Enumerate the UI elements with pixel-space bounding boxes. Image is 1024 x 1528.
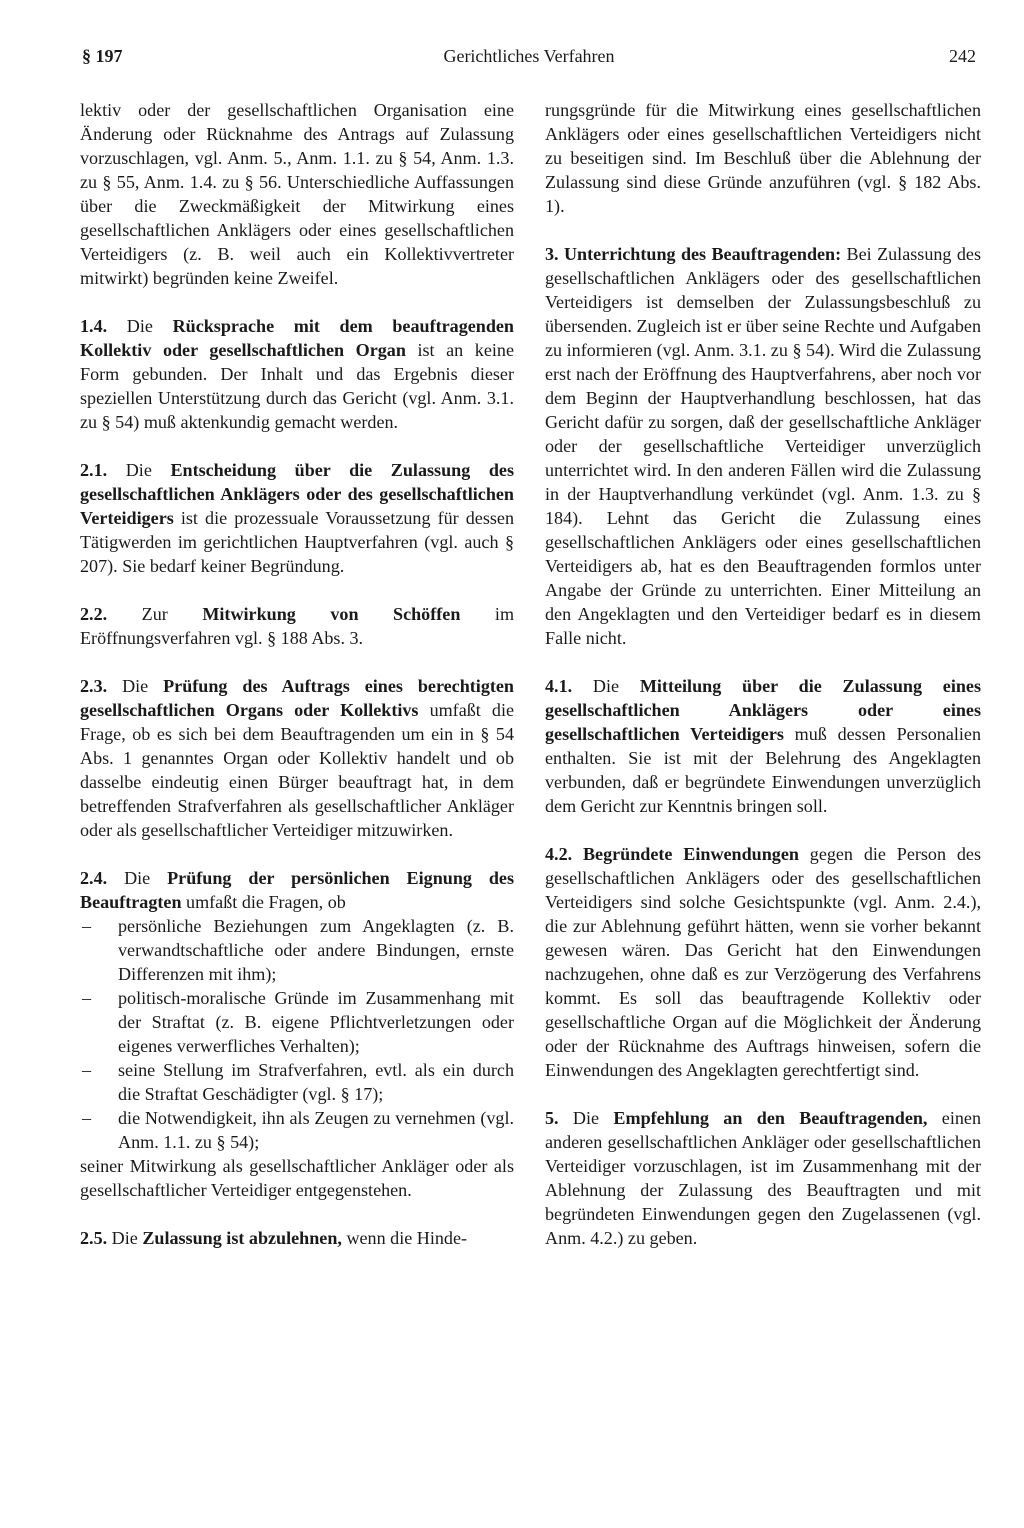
- paragraph-text: Die: [107, 316, 173, 336]
- dash-list: [80, 914, 514, 1154]
- paragraph-text: ist die prozessuale Voraussetzung für dessen Tätigwerden im gerichtlichen Hauptverfahren (vgl. auch § 207). Sie bedarf keiner Begründung.: [80, 508, 514, 576]
- paragraph-number: 2.1.: [80, 460, 108, 480]
- paragraph-text: ist an keine Form gebunden. Der Inhalt und das Ergebnis dieser speziellen Unterstützung durch das Gericht (vgl. Anm. 3.1. zu § 54) muß aktenkundig gemacht werden.: [80, 340, 514, 432]
- running-title: Gerichtliches Verfahren: [443, 46, 615, 66]
- paragraph-text: Die: [572, 676, 640, 696]
- paragraph-2-2: [80, 602, 514, 650]
- paragraph-text: muß dessen Personalien enthalten. Sie ist mit der Belehrung des Angeklagten verbunden, daß er begründete Einwendungen unverzüglich dem Gericht zur Kenntnis bringen soll.: [545, 724, 981, 816]
- paragraph-heading: Entscheidung über die Zulassung des gesellschaftlichen Anklägers oder des gesellschaftlichen Verteidigers: [80, 460, 514, 528]
- paragraph-text: einen anderen gesellschaftlichen Ankläger oder gesellschaftlichen Verteidiger vorzuschlagen, ist im Zusammenhang mit der Ablehnung der Zulassung des Beauftragten und mit begründeten Einwendungen gegen den Zugelassenen (vgl. Anm. 4.2.) zu geben.: [545, 1108, 981, 1248]
- paragraph-number: 2.4.: [80, 868, 108, 888]
- section-number: § 197: [82, 46, 123, 66]
- list-item: – seine Stellung im Strafverfahren, evtl. als ein durch die Straftat Geschädigter (vgl. § 17);: [80, 1058, 514, 1106]
- list-item: – persönliche Beziehungen zum Angeklagten (z. B. verwandtschaftliche oder andere Bindungen, ernste Differenzen mit ihm);: [80, 914, 514, 986]
- list-item: – politisch-moralische Gründe im Zusammenhang mit der Straftat (z. B. eigene Pflichtverletzungen oder eigenes verwerfliches Verhalten);: [80, 986, 514, 1058]
- paragraph-number: 1.4.: [80, 316, 108, 336]
- paragraph-text: Die: [107, 868, 168, 888]
- paragraph-number: 2.5.: [80, 1228, 108, 1248]
- paragraph-text: gegen die Person des gesellschaftlichen Anklägers oder des gesellschaftlichen Verteidigers sind solche Gesichtspunkte (vgl. Anm. 2.4.), die zur Ablehnung geführt hätten, wenn sie vorher bekannt gewesen wären. Das Gericht hat den Einwendungen nachzugehen, ohne daß es zur Verzögerung des Verfahrens kommt. Es soll das beauftragende Kollektiv oder gesellschaftliche Organ auf die Möglichkeit der Änderung oder der Rücknahme des Auftrags hinweisen, sofern die Einwendungen des Angeklagten gerechtfertigt sind.: [545, 844, 981, 1080]
- paragraph-5: [545, 1106, 981, 1250]
- paragraph-heading: Prüfung der persönlichen Eignung des Beauftragten: [80, 868, 514, 912]
- paragraph-number: 3.: [545, 244, 559, 264]
- paragraph-number: 2.2.: [80, 604, 108, 624]
- paragraph-text: wenn die Hinde-: [341, 1228, 468, 1248]
- paragraph-intro: [80, 866, 514, 914]
- paragraph-2-3: [80, 674, 514, 842]
- paragraph-text: umfaßt die Frage, ob es sich bei dem Beauftragenden um ein in § 54 Abs. 1 genanntes Organ oder Kollektiv handelt und ob dasselbe eindeutig einen Bürger beauftragt hat, in dem betreffenden Strafverfahren als gesellschaftlicher Ankläger oder als gesellschaftlicher Verteidiger mitzuwirken.: [80, 700, 514, 840]
- paragraph-number: 2.3.: [80, 676, 108, 696]
- paragraph-heading: Zulassung ist abzulehnen,: [142, 1228, 342, 1248]
- paragraph-continued: lektiv oder der gesellschaftlichen Organisation eine Änderung oder Rücknahme des Antrags auf Zulassung vorzuschlagen, vgl. Anm. 5., Anm. 1.1. zu § 54, Anm. 1.3. zu § 55, Anm. 1.4. zu § 56. Unterschiedliche Auffassungen über die Zweckmäßigkeit der Mitwirkung eines gesellschaftlichen Anklägers oder eines gesellschaftlichen Verteidigers (z. B. weil auch ein Kollektivvertreter mitwirkt) begründen keine Zweifel.: [80, 100, 514, 288]
- paragraph-heading: Empfehlung an den Beauftragenden,: [613, 1108, 928, 1128]
- paragraph-text: Bei Zulassung des gesellschaftlichen Anklägers oder des gesellschaftlichen Verteidigers ist demselben der Zulassungsbeschluß zu übersenden. Zugleich ist er über seine Rechte und Aufgaben zu informieren (vgl. Anm. 3.1. zu § 54). Wird die Zulassung erst nach der Eröffnung des Hauptverfahrens, aber noch vor dem Beginn der Hauptverhandlung beschlossen, hat das Gericht dafür zu sorgen, daß der gesellschaftliche Ankläger oder der gesellschaftliche Verteidiger unverzüglich unterrichtet wird. In den anderen Fällen wird die Zulassung in der Hauptverhandlung verkündet (vgl. Anm. 1.3. zu § 184). Lehnt das Gericht die Zulassung eines gesellschaftlichen Anklägers oder eines gesellschaftlichen Verteidigers ab, hat es den Beauftragenden formlos unter Angabe der Gründe zu unterrichten. Einer Mitteilung an den Angeklagten und den Verteidiger bedarf es in diesem Falle nicht.: [545, 244, 981, 648]
- right-column: [545, 98, 981, 1250]
- paragraph-2-4: [80, 866, 514, 1202]
- paragraph-text: Die: [107, 460, 171, 480]
- paragraph-1-4: [80, 314, 514, 434]
- paragraph-4-1: [545, 674, 981, 818]
- paragraph-conclusion: seiner Mitwirkung als gesellschaftlicher Ankläger oder als gesellschaftlicher Verteidiger entgegenstehen.: [80, 1156, 514, 1200]
- page-number: 242: [949, 46, 976, 66]
- paragraph-3: [545, 242, 981, 650]
- paragraph-number: 5.: [545, 1108, 559, 1128]
- paragraph-text: im Eröffnungsverfahren vgl. § 188 Abs. 3.: [80, 604, 515, 648]
- list-item: – die Notwendigkeit, ihn als Zeugen zu vernehmen (vgl. Anm. 1.1. zu § 54);: [80, 1106, 514, 1154]
- paragraph-heading: Prüfung des Auftrags eines berechtigten gesellschaftlichen Organs oder Kollektivs: [80, 676, 514, 720]
- paragraph-text: Die: [107, 676, 164, 696]
- paragraph-2-5: [80, 1226, 514, 1250]
- paragraph-2-1: [80, 458, 514, 578]
- paragraph-number: 4.1.: [545, 676, 573, 696]
- paragraph-text: Die: [107, 1228, 143, 1248]
- paragraph-text: [572, 844, 583, 864]
- paragraph-heading: Rücksprache mit dem beauftragenden Kollektiv oder gesellschaftlichen Organ: [80, 316, 514, 360]
- paragraph-heading: Unterrichtung des Beauftragenden:: [563, 244, 842, 264]
- paragraph-4-2: [545, 842, 981, 1082]
- page-header: [82, 46, 976, 76]
- paragraph-continued: rungsgründe für die Mitwirkung eines gesellschaftlichen Anklägers oder eines gesellschaftlichen Verteidigers nicht zu beseitigen sind. Im Beschluß über die Ablehnung der Zulassung sind diese Gründe anzuführen (vgl. § 182 Abs. 1).: [545, 100, 981, 216]
- paragraph-heading: Begründete Einwendungen: [582, 844, 799, 864]
- paragraph-text: Die: [558, 1108, 614, 1128]
- paragraph-number: 4.2.: [545, 844, 573, 864]
- left-column: [80, 98, 514, 1250]
- paragraph-heading: Mitwirkung von Schöffen: [202, 604, 461, 624]
- paragraph-text: Zur: [107, 604, 203, 624]
- paragraph-heading: Mitteilung über die Zulassung eines gesellschaftlichen Anklägers oder eines gesellschaftlichen Verteidigers: [545, 676, 981, 744]
- paragraph-text: umfaßt die Fragen, ob: [181, 892, 346, 912]
